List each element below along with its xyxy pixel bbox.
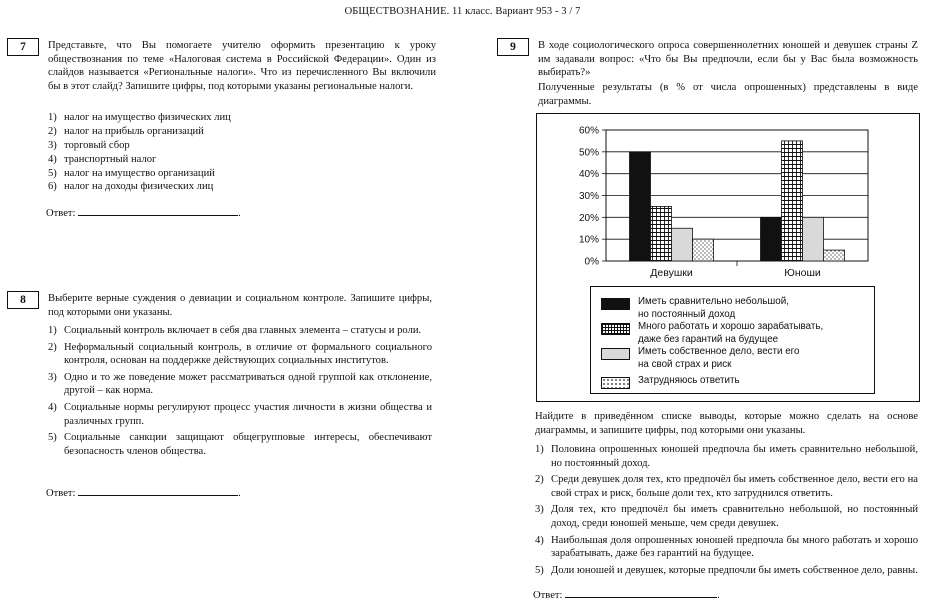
option-number: 1) [48,325,57,336]
legend-swatch [601,298,630,310]
question-number-9: 9 [497,38,529,56]
option-number: 4) [48,401,57,413]
q7-option-2 [48,125,436,139]
legend-swatch [601,323,630,335]
legend-label-line1: Иметь собственное дело, вести его [638,346,800,357]
q9-option-2 [535,473,918,500]
y-tick-label: 60% [578,125,599,137]
legend-label-line1: Иметь сравнительно небольшой, [638,296,789,307]
q9-answer: Ответ: . [533,587,720,603]
y-tick-label: 0% [584,256,599,268]
q7-answer-field[interactable] [78,205,238,216]
q9-answer-field[interactable] [565,587,717,598]
option-text: торговый сбор [64,139,130,151]
option-number: 5) [48,167,57,179]
q9-option-3 [535,503,918,530]
chart-legend [590,286,875,394]
option-number: 3) [48,371,57,383]
legend-item-2 [601,321,823,346]
option-text: Социальные санкции защищают общегрупповые интересы, обеспечивают безопасность членов общества. [64,432,432,457]
y-tick-label: 10% [578,234,599,246]
q9-task: Найдите в приведённом списке выводы, которые можно сделать на основе диаграммы, и запишите цифры, под которыми они указаны. [535,411,918,436]
q8-option-2 [48,341,432,368]
option-number: 2) [48,341,57,353]
option-text: Социальный контроль включает в себя два главных элемента – статусы и роли. [64,325,422,336]
q7-text: Представьте, что Вы помогаете учителю оформить презентацию к уроку обществознания по теме «Налоговая система в Российской Федерации». Один из слайдов называется «Региональные налоги». Что из перечисленного Вы включили бы в этот слайд? Запишите цифры, под которыми указаны региональные налоги. [48,40,436,92]
x-category-label: Юноши [784,267,821,279]
y-tick-label: 50% [578,147,599,159]
q8-options [48,324,432,461]
option-number: 2) [535,474,544,486]
option-text: транспортный налог [64,153,157,165]
q7-option-6 [48,180,436,194]
option-text: Половина опрошенных юношей предпочла бы иметь сравнительно небольшой, но постоянный доход. [551,444,918,469]
option-text: Доля тех, кто предпочёл бы иметь сравнительно небольшой, но постоянный доход, среди юношей меньше, чем среди девушек. [551,504,918,529]
option-text: Доли юношей и девушек, которые предпочли бы иметь собственное дело, равны. [551,564,918,576]
option-text: Социальные нормы регулируют процесс участия личности в жизни общества и различных групп. [64,401,432,427]
option-number: 2) [48,125,57,137]
option-number: 1) [535,444,544,455]
option-text: налог на доходы физических лиц [64,181,214,193]
q8-option-1 [48,324,432,338]
q9-intro: В ходе социологического опроса совершеннолетних юношей и девушек страны Z им задавали вопрос: «Что бы Вы предпочли, если бы у Вас была возможность выбирать?» [538,40,918,79]
legend-label-line1: Много работать и хорошо зарабатывать, [638,321,824,332]
q9-option-4 [535,534,918,561]
legend-label-line1: Затрудняюсь ответить [638,375,740,386]
q8-answer: Ответ: . [46,485,241,501]
option-number: 4) [48,153,57,165]
option-text: Наибольшая доля опрошенных юношей предпочла бы много работать и хорошо зарабатывать, даже без гарантий на будущее. [551,534,918,560]
legend-item-3 [601,346,799,371]
y-tick-label: 40% [578,169,599,181]
q9-intro2: Полученные результаты (в % от числа опрошенных) представлены в виде диаграммы. [538,82,918,107]
q7-option-1 [48,111,436,125]
legend-swatch [601,348,630,360]
q8-option-3 [48,371,432,398]
q7-option-5 [48,167,436,181]
q8-option-4 [48,401,432,428]
q9-options [535,443,918,580]
legend-item-4 [601,375,740,389]
q8-answer-label: Ответ: [46,488,76,499]
option-number: 6) [48,181,57,193]
option-text: Одно и то же поведение может рассматриваться одной группой как отклонение, другой – как норма. [64,371,432,397]
q8-option-5 [48,431,432,458]
y-tick-label: 20% [578,212,599,224]
x-category-label: Девушки [650,267,693,279]
y-tick-label: 30% [578,191,599,202]
question-number-7: 7 [7,38,39,56]
page-header: ОБЩЕСТВОЗНАНИЕ. 11 класс. Вариант 953 - 3 / 7 [344,6,581,17]
q7-options [48,111,436,194]
legend-label-line2: на свой страх и риск [638,358,732,370]
option-number: 3) [48,139,57,151]
q7-option-4 [48,153,436,167]
q9-option-5 [535,564,918,578]
legend-label [638,375,740,388]
legend-label [638,296,789,321]
option-number: 1) [48,112,57,123]
legend-item-1 [601,296,789,321]
q8-text: Выберите верные суждения о девиации и социальном контроле. Запишите цифры, под которыми они указаны. [48,293,432,318]
option-text: налог на имущество организаций [64,167,215,179]
q8-answer-field[interactable] [78,485,238,496]
option-number: 3) [535,504,544,516]
option-text: Среди девушек доля тех, кто предпочёл бы иметь собственное дело, вести его на свой страх и риск, больше доли тех, кто затруднился ответить. [551,474,918,499]
legend-swatch [601,377,630,389]
q9-option-1 [535,443,918,470]
legend-label-line2: но постоянный доход [638,308,736,320]
option-number: 4) [535,534,544,546]
option-number: 5) [48,432,57,444]
legend-label [638,346,799,371]
q7-answer: Ответ: . [46,205,241,221]
option-text: налог на прибыль организаций [64,125,204,137]
question-number-8: 8 [7,291,39,309]
option-text: налог на имущество физических лиц [64,112,231,123]
q7-option-3 [48,139,436,153]
legend-label [638,321,823,346]
option-text: Неформальный социальный контроль, в отличие от формального социального контроля, основан на поддержке действующих социальных институтов. [64,341,432,367]
q9-answer-label: Ответ: [533,590,563,601]
legend-label-line2: даже без гарантий на будущее [638,333,779,345]
q7-answer-label: Ответ: [46,208,76,219]
option-number: 5) [535,564,544,576]
